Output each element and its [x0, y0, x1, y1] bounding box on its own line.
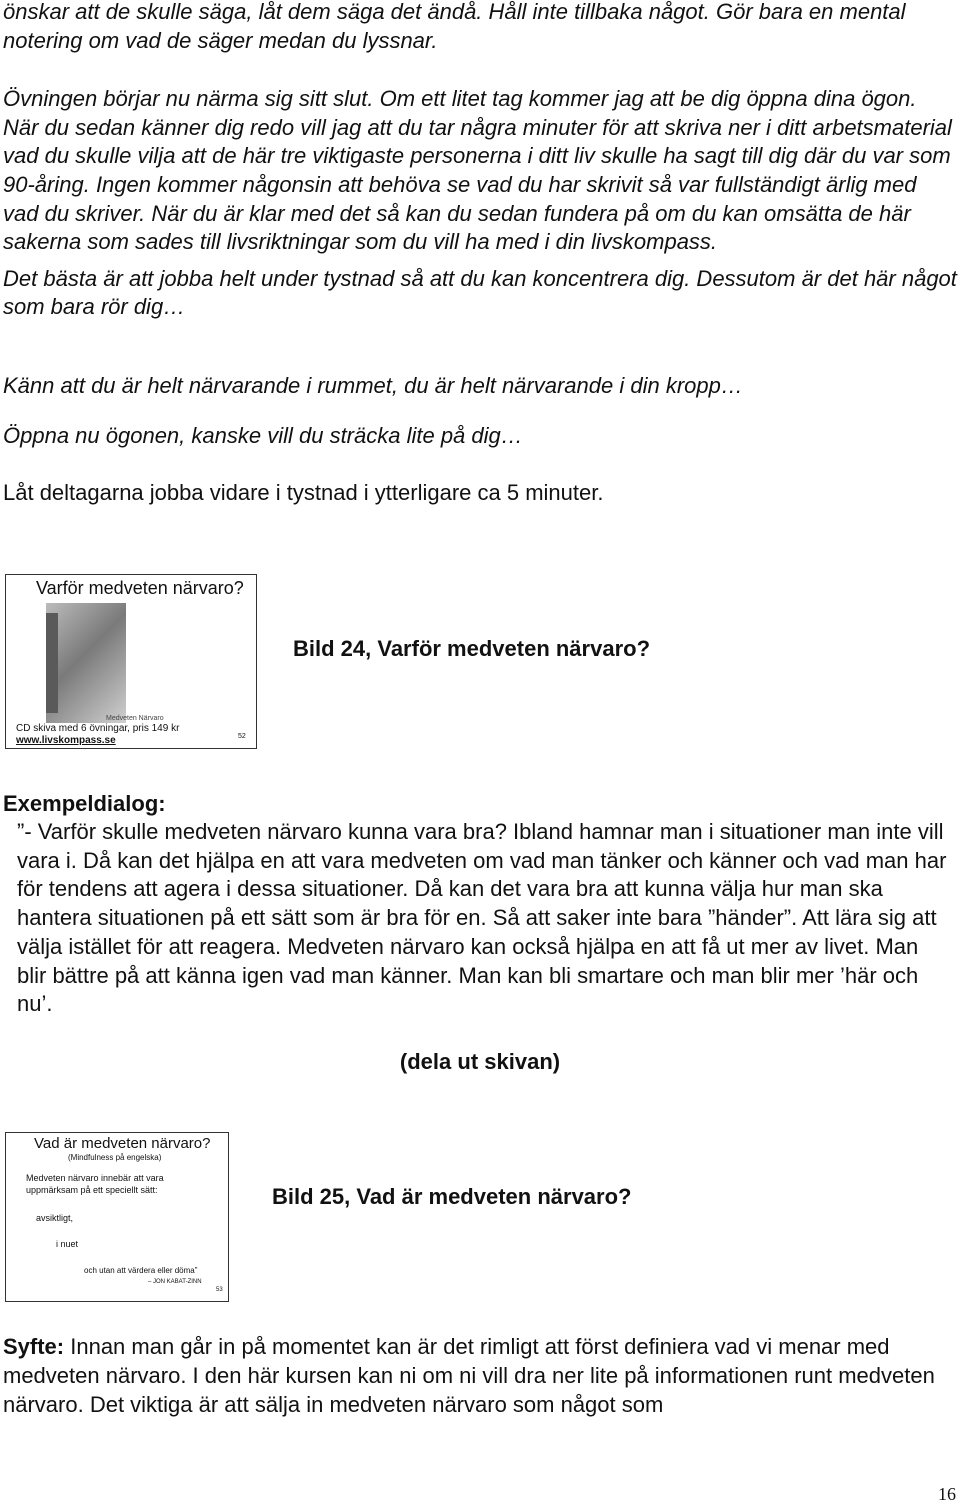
page-number: 16: [938, 1484, 956, 1504]
cd-label: Medveten Närvaro: [106, 715, 164, 722]
exempel-text: ”- Varför skulle medveten närvaro kunna vara bra? Ibland hamnar man i situationer man inte vill vara i. Då kan det hjälpa en att vara medveten om vad man tänker och känner och vad man har för tendens att agera i dessa situationer. Då kan det vara bra att kunna välja hur man ska hantera situationen på ett sätt som är bra för en. Så att saker inte bara ”händer”. Att lära sig att välja istället för att reagera. Medveten närvaro kan också hjälpa en att få ut mer av livet. Man blir bättre på att känna igen vad man känner. Man kan bli smartare och man blir mer ’här och nu’.: [17, 819, 947, 1017]
syfte-text: Innan man går in på momentet kan är det rimligt att först definiera vad vi menar med medveten närvaro. I den här kursen kan ni om ni vill dra ner lite på informationen runt medveten närvaro. Det viktiga är att sälja in medveten närvaro som något som: [3, 1334, 935, 1417]
slide-25-i-nuet: i nuet: [56, 1239, 79, 1249]
slide-24-number: 52: [238, 733, 246, 740]
line-oppna: Öppna nu ögonen, kanske vill du sträcka lite på dig…: [3, 423, 523, 448]
slide-25-caption: Bild 25, Vad är medveten närvaro?: [272, 1184, 632, 1209]
line-lat: Låt deltagarna jobba vidare i tystnad i ytterligare ca 5 minuter.: [3, 480, 604, 505]
intro-block: [3, 0, 958, 322]
line-kann: Känn att du är helt närvarande i rummet, du är helt närvarande i din kropp…: [3, 373, 743, 398]
cd-cover-image: [46, 603, 126, 723]
slide-24-link: www.livskompass.se: [16, 735, 116, 746]
slide-25-line1: Medveten närvaro innebär att vara: [26, 1173, 164, 1183]
intro-paragraph-3: Det bästa är att jobba helt under tystnad så att du kan koncentrera dig. Dessutom är det här något som bara rör dig…: [3, 265, 957, 320]
slide-25-och-utan: och utan att värdera eller döma”: [84, 1266, 198, 1275]
dela-ut-skivan: (dela ut skivan): [399, 1049, 561, 1074]
slide-25-title: Vad är medveten närvaro?: [34, 1135, 211, 1152]
slide-24-footer-line: CD skiva med 6 övningar, pris 149 kr: [16, 723, 180, 734]
slide-25-number: 53: [216, 1287, 223, 1293]
syfte-label: Syfte:: [3, 1334, 65, 1359]
slide-24-thumbnail: [5, 574, 257, 749]
slide-24-title: Varför medveten närvaro?: [36, 578, 244, 598]
intro-paragraph-1: önskar att de skulle säga, låt dem säga det ändå. Håll inte tillbaka något. Gör bara en mental notering om vad de säger medan du lyssnar.: [3, 0, 906, 53]
syfte-paragraph: [3, 1332, 958, 1419]
slide-25-line2: uppmärksam på ett speciellt sätt:: [26, 1185, 158, 1195]
cd-spine: [46, 613, 58, 713]
slide-25-thumbnail: [5, 1132, 229, 1302]
intro-paragraph-2: Övningen börjar nu närma sig sitt slut. Om ett litet tag kommer jag att be dig öppna dina ögon. När du sedan känner dig redo vill jag att du tar några minuter för att skriva ner i ditt arbetsmaterial vad du skulle vilja att de här tre viktigaste personerna i ditt liv skulle ha sagt till dig där du var som 90-åring. Ingen kommer någonsin att behöva se vad du har skrivit så var fullständigt ärlig med vad du skriver. När du är klar med det så kan du sedan fundera på om du kan omsätta de här sakerna som sades till livsriktningar som du vill ha med i din livskompass.: [3, 86, 952, 255]
slide-25-subtitle: (Mindfulness på engelska): [68, 1153, 162, 1162]
slide-24-caption: Bild 24, Varför medveten närvaro?: [293, 636, 651, 661]
exempel-heading: Exempeldialog:: [3, 791, 166, 816]
slide-25-avsiktligt: avsiktligt,: [36, 1213, 74, 1223]
slide-25-author: – JON KABAT-ZINN: [148, 1279, 202, 1285]
